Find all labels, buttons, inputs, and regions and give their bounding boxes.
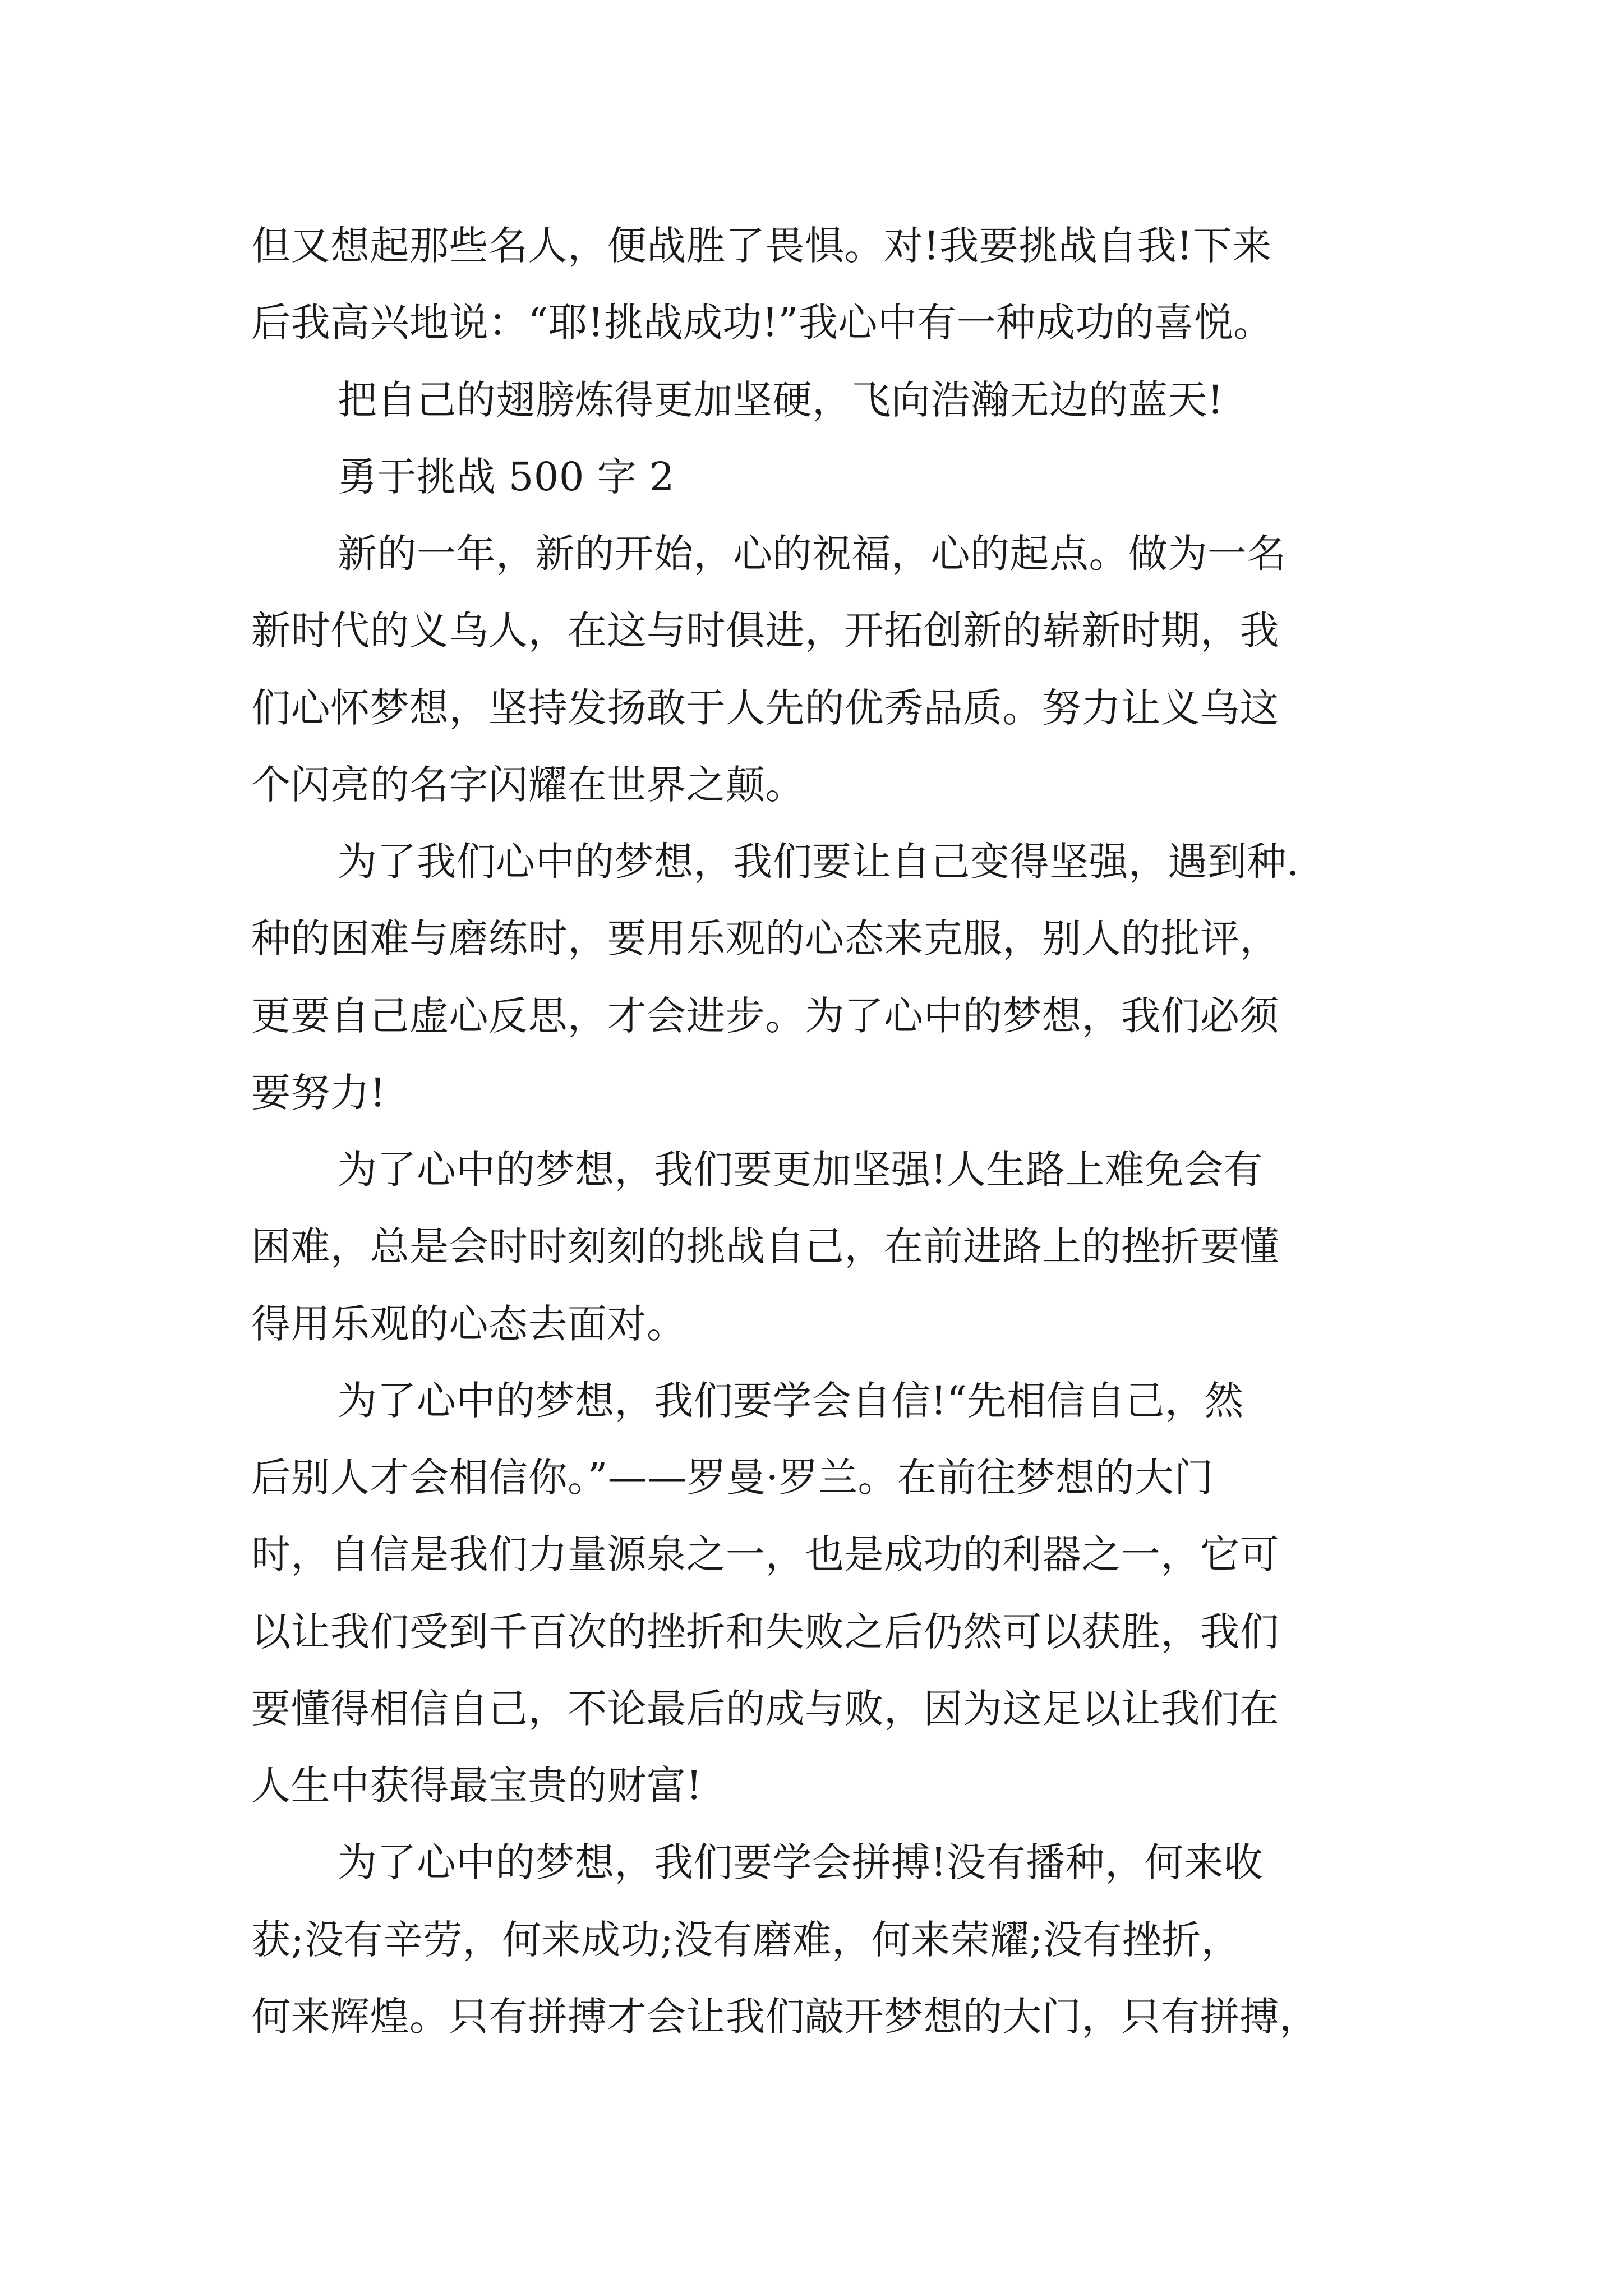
- text-line: 新时代的义乌人，在这与时俱进，开拓创新的崭新时期，我: [251, 608, 1279, 654]
- text-line: 何来辉煌。只有拼搏才会让我们敲开梦想的大门，只有拼搏，: [251, 1994, 1319, 2040]
- text-line: 为了我们心中的梦想，我们要让自己变得坚强，遇到种.: [338, 839, 1299, 885]
- text-line: 新的一年，新的开始，心的祝福，心的起点。做为一名: [338, 531, 1287, 577]
- text-line: 们心怀梦想，坚持发扬敢于人先的优秀品质。努力让义乌这: [251, 685, 1279, 731]
- text-line: 把自己的翅膀炼得更加坚硬，飞向浩瀚无边的蓝天!: [338, 377, 1224, 423]
- text-line: 得用乐观的心态去面对。: [251, 1301, 686, 1347]
- text-line: 为了心中的梦想，我们要更加坚强!人生路上难免会有: [338, 1147, 1264, 1193]
- text-line: 更要自己虚心反思，才会进步。为了心中的梦想，我们必须: [251, 993, 1279, 1039]
- text-line: 人生中获得最宝贵的财富!: [251, 1763, 703, 1809]
- text-line: 但又想起那些名人，便战胜了畏惧。对!我要挑战自我!下来: [251, 223, 1272, 269]
- text-line: 为了心中的梦想，我们要学会拼搏!没有播种，何来收: [338, 1839, 1264, 1885]
- text-line: 以让我们受到千百次的挫折和失败之后仍然可以获胜，我们: [251, 1609, 1279, 1655]
- section-heading: 勇于挑战 500 字 2: [338, 454, 675, 500]
- text-line: 要努力!: [251, 1070, 386, 1116]
- text-line: 后别人才会相信你。”——罗曼·罗兰。在前往梦想的大门: [251, 1455, 1214, 1501]
- text-line: 为了心中的梦想，我们要学会自信!“先相信自己，然: [338, 1378, 1244, 1424]
- text-line: 时，自信是我们力量源泉之一，也是成功的利器之一，它可: [251, 1531, 1279, 1577]
- text-line: 困难，总是会时时刻刻的挑战自己，在前进路上的挫折要懂: [251, 1223, 1279, 1269]
- text-line: 获;没有辛劳，何来成功;没有磨难，何来荣耀;没有挫折，: [251, 1917, 1241, 1963]
- text-line: 个闪亮的名字闪耀在世界之颠。: [251, 762, 805, 808]
- text-line: 后我高兴地说：“耶!挑战成功!”我心中有一种成功的喜悦。: [251, 300, 1273, 346]
- text-line: 要懂得相信自己，不论最后的成与败，因为这足以让我们在: [251, 1686, 1279, 1732]
- text-line: 种的困难与磨练时，要用乐观的心态来克服，别人的批评，: [251, 915, 1279, 961]
